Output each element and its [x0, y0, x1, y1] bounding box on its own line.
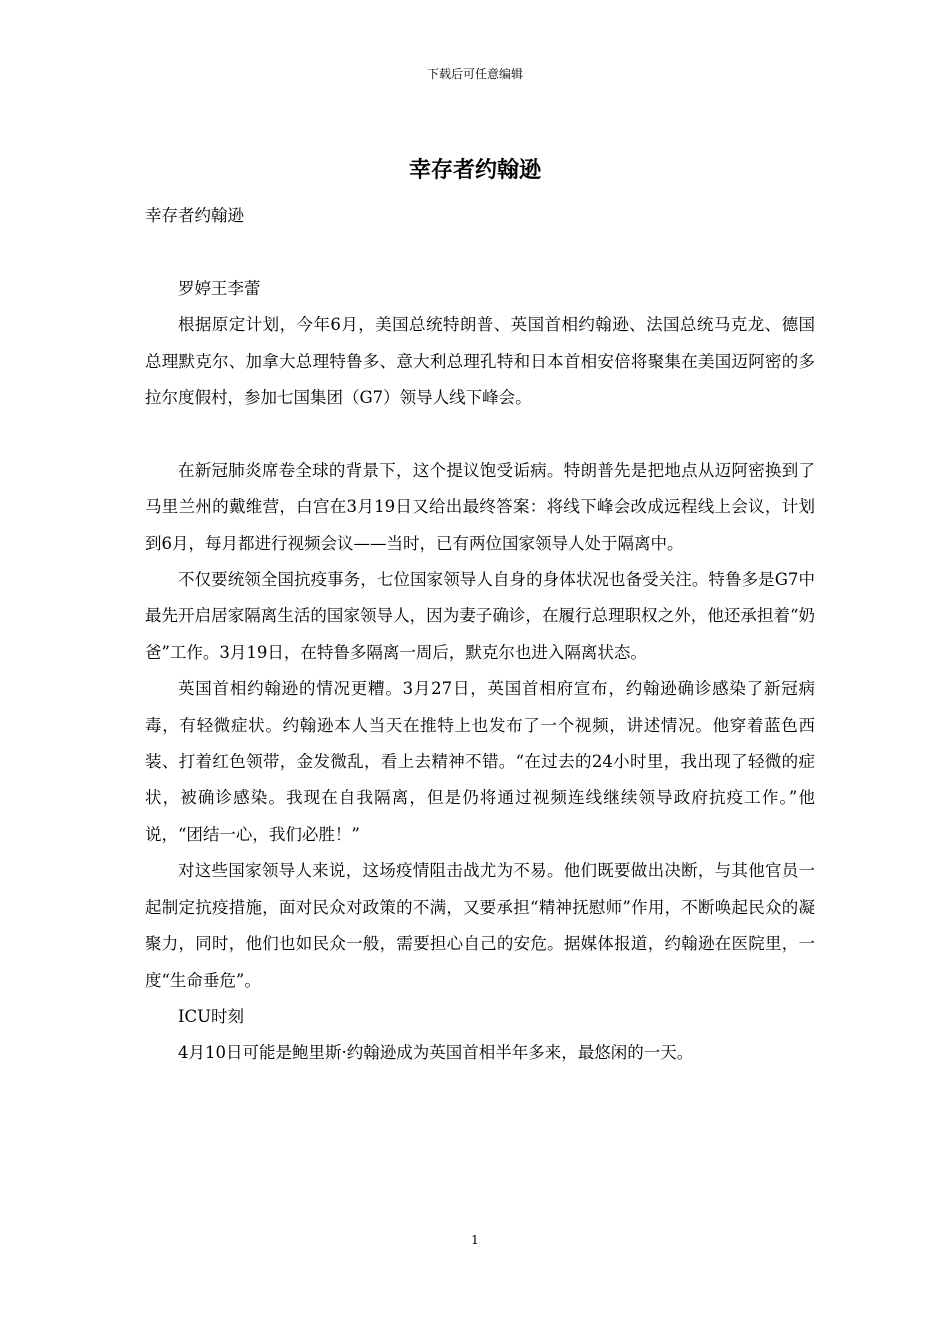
blank-line	[145, 416, 815, 452]
document-body	[145, 198, 815, 1072]
section-heading: ICU时刻	[178, 1006, 245, 1026]
paragraph-2: 在新冠肺炎席卷全球的背景下，这个提议饱受诟病。特朗普先是把地点从迈阿密换到了马里兰州的戴维营，白宫在3月19日又给出最终答案：将线下峰会改成远程线上会议，计划到6月，每月都进行视频会议——当时，已有两位国家领导人处于隔离中。	[145, 460, 815, 553]
paragraph-1: 根据原定计划，今年6月，美国总统特朗普、英国首相约翰逊、法国总统马克龙、德国总理默克尔、加拿大总理特鲁多、意大利总理孔特和日本首相安倍将聚集在美国迈阿密的多拉尔度假村，参加七国集团（G7）领导人线下峰会。	[145, 315, 815, 408]
paragraph-6: 4月10日可能是鲍里斯·约翰逊成为英国首相半年多来，最悠闲的一天。	[178, 1043, 694, 1063]
document-subtitle: 幸存者约翰逊	[145, 206, 244, 225]
author-line: 罗婷王李蕾	[178, 278, 261, 298]
page-header: 下载后可任意编辑	[426, 67, 523, 81]
document-title: 幸存者约翰逊	[408, 157, 541, 183]
paragraph-3: 不仅要统领全国抗疫事务，七位国家领导人自身的身体状况也备受关注。特鲁多是G7中最先开启居家隔离生活的国家领导人，因为妻子确诊，在履行总理职权之外，他还承担着“奶爸”工作。3月19日，在特鲁多隔离一周后，默克尔也进入隔离状态。	[145, 570, 815, 662]
paragraph-5: 对这些国家领导人来说，这场疫情阻击战尤为不易。他们既要做出决断，与其他官员一起制定抗疫措施，面对民众对政策的不满，又要承担“精神抚慰师”作用，不断唤起民众的凝聚力，同时，他们也如民众一般，需要担心自己的安危。据媒体报道，约翰逊在医院里，一度“生命垂危”。	[145, 861, 815, 990]
page-number: 1	[471, 1233, 479, 1247]
blank-line	[145, 234, 815, 270]
paragraph-4: 英国首相约翰逊的情况更糟。3月27日，英国首相府宣布，约翰逊确诊感染了新冠病毒，有轻微症状。约翰逊本人当天在推特上也发布了一个视频，讲述情况。他穿着蓝色西装、打着红色领带，金发微乱，看上去精神不错。“在过去的24小时里，我出现了轻微的症状，被确诊感染。我现在自我隔离，但是仍将通过视频连线继续领导政府抗疫工作。”他说，“团结一心，我们必胜！”	[145, 679, 815, 844]
